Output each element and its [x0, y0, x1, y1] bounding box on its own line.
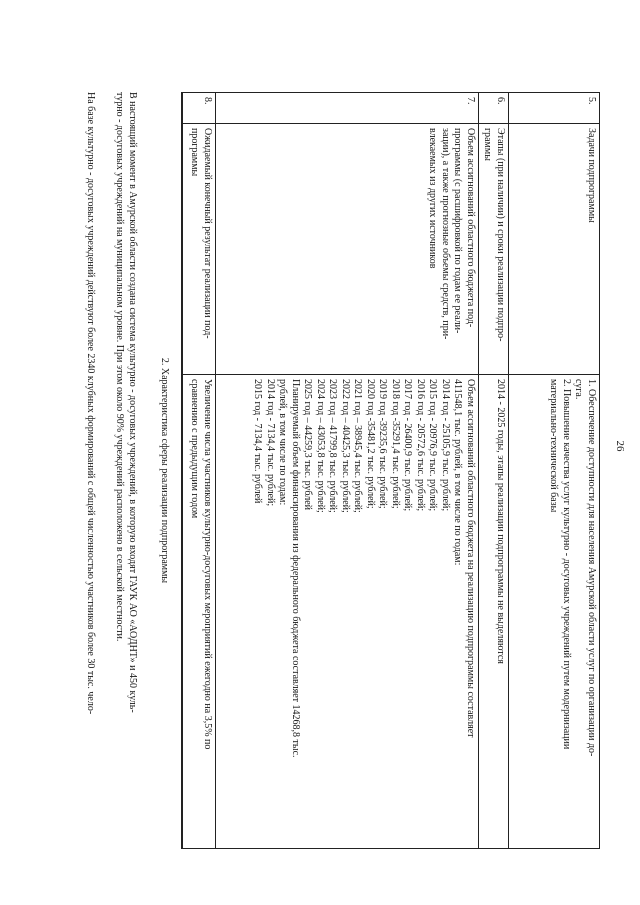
row-content-line: 2023 год – 41799,8 тыс. рублей;: [327, 379, 339, 513]
row-label-cell: [509, 124, 600, 375]
row-label-line: программы: [189, 128, 201, 177]
row-label-cell: [479, 124, 509, 375]
subprogram-passport-table: [181, 92, 600, 849]
row-label-line: зации), а также прогнозные объемы средств, при-: [440, 128, 451, 340]
row-label-line: Задачи подпрограммы: [586, 128, 597, 223]
row-content-line: Объем ассигнований областного бюджета на реализацию подпрограммы составляет: [465, 379, 476, 738]
row-content-line: 2021 год – 38945,4 тыс. рублей;: [352, 379, 364, 513]
row-content-line: 2015 год - 20976,9 тыс. рублей;: [427, 379, 439, 512]
row-label-line: граммы: [482, 128, 494, 161]
row-content-line: сравнению с предыдущим годом: [189, 379, 201, 519]
row-content-line: 2019 год -39235,6 тыс. рублей;: [377, 379, 389, 509]
row-number: 8.: [182, 93, 216, 124]
row-content-line: рублей, в том числе по годам:: [277, 379, 289, 506]
row-label-line: программы (с расшифровкой по годам ее реали-: [452, 128, 464, 334]
table-row: [182, 93, 216, 849]
row-content-line: 1. Обеспечение доступности для населения Амурской области услуг по организации до-: [586, 379, 597, 757]
row-content-line: 2024 год – 43053,8 тыс. рублей;: [315, 379, 326, 513]
row-content-line: материально-технической базы: [548, 379, 560, 513]
row-content-line: 2022 год – 40425,3 тыс. рублей;: [340, 379, 351, 513]
paragraph-line: На базе культурно - досуговых учреждений действуют более 2340 клубных формирований с общей численностью участников более 30 тыс. чело-: [85, 92, 96, 715]
table-row: [216, 93, 479, 849]
row-content-cell: [216, 375, 479, 849]
row-content-line: суга.: [573, 379, 585, 400]
row-label-cell: [216, 124, 479, 375]
row-content-line: Планируемый объем финансирования из федерального бюджета составляет 14268,8 тыс.: [290, 379, 301, 758]
row-content-line: 2015 год - 7134,4 тыс. рублей: [252, 379, 264, 504]
paragraph-2: [84, 92, 97, 862]
row-content-line: 2025 год – 44259,3 тыс. рублей: [302, 379, 314, 511]
row-content-cell: [479, 375, 509, 849]
paragraph-line: В настоящий момент в Амурской области создана система культурно - досуговых учреждений, в которую входят ГАУК АО «АОДНТ» и 450 куль-: [127, 92, 138, 713]
row-label-line: Объем ассигнований областного бюджета под-: [465, 128, 476, 328]
row-number: 5.: [509, 93, 600, 124]
row-content-line: 2016 год - 20572,6 тыс. рублей;: [415, 379, 426, 512]
rotated-page-content: [40, 92, 600, 892]
table-row: [509, 93, 600, 849]
row-content-line: 2018 год -35291,4 тыс. рублей;: [390, 379, 401, 509]
table-row: [479, 93, 509, 849]
section-title: 2. Характеристика сферы реализации подпрограммы: [159, 357, 170, 584]
row-label-line: влекаемых из других источников: [427, 128, 439, 269]
row-content-cell: [509, 375, 600, 849]
row-content-line: 2014 - 2025 годы, этапы реализации подпрограммы не выделяются: [495, 379, 506, 664]
paragraph-line: турно - досуговых учреждений на муниципальном уровне. При этом около 90% учреждений расположено в сельской местности.: [114, 92, 126, 642]
row-label-cell: [182, 124, 216, 375]
row-label-line: Ожидаемый конечный результат реализации под-: [202, 128, 213, 339]
row-content-line: 411548,1 тыс. рублей, в том числе по годам:: [452, 379, 464, 566]
row-content-line: 2014 год - 7134,4 тыс. рублей;: [265, 379, 276, 507]
paragraph-1: [113, 92, 138, 862]
row-content-cell: [182, 375, 216, 849]
row-content-line: 2020 год -35481,2 тыс. рублей;: [365, 379, 376, 509]
row-content-line: 2014 год - 25105,9 тыс. рублей;: [440, 379, 451, 512]
row-label-line: Этапы (при наличии) и сроки реализации подпро-: [495, 128, 506, 342]
row-content-line: 2017 год - 26400,9 тыс. рублей;: [402, 379, 414, 512]
row-content-line: Увеличение числа участников культурно-досуговых мероприятий ежегодно на 3,5% по: [202, 379, 213, 750]
page-number: 26: [614, 440, 626, 452]
row-number: 7.: [216, 93, 479, 124]
row-content-line: 2. Повышение качества услуг культурно - досуговых учреждений путем модернизации: [561, 379, 572, 750]
row-number: 6.: [479, 93, 509, 124]
